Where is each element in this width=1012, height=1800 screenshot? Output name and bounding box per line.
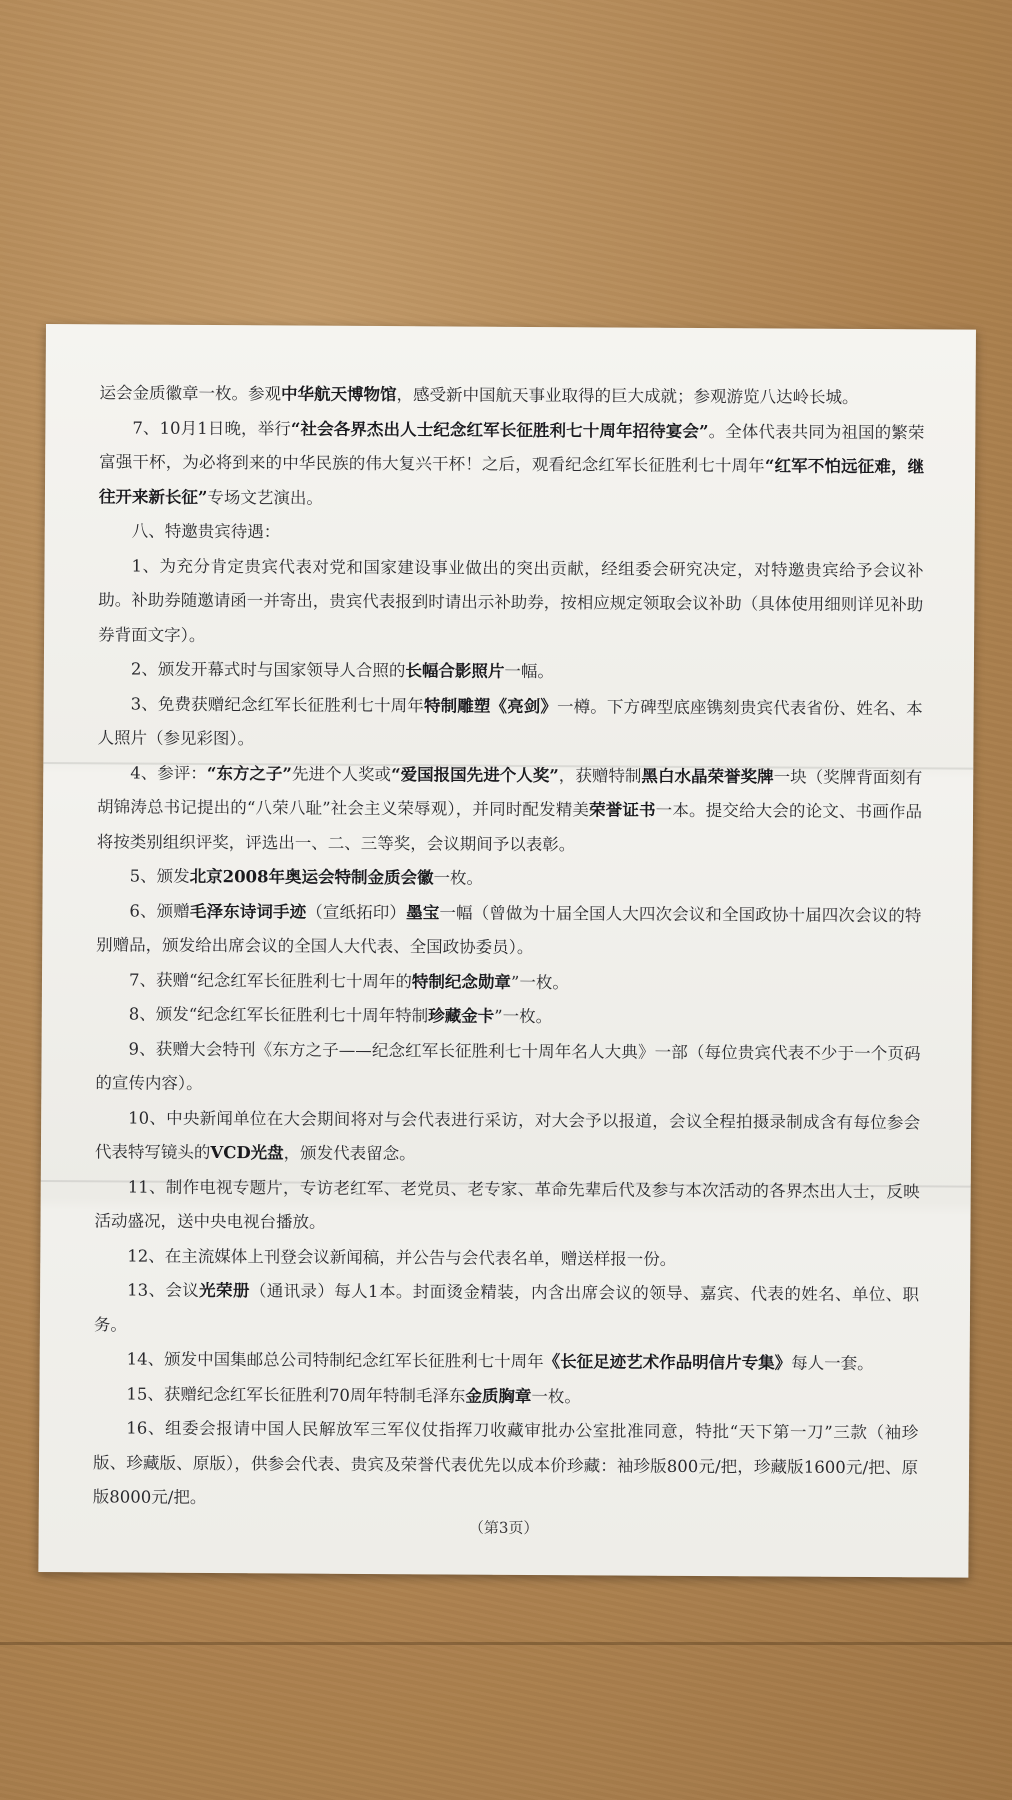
text-segment: 15、获赠纪念红军长征胜利70周年特制毛泽东 <box>126 1384 466 1406</box>
document-page <box>38 324 976 1578</box>
text-segment: 9、获赠大会特刊《东方之子——纪念红军长征胜利七十周年名人大典》一部（每位贵宾代表不少于一个页码的宣传内容）。 <box>95 1039 921 1093</box>
bold-text: 珍藏金卡 <box>428 1006 495 1026</box>
bold-text: 中华航天博物馆 <box>281 384 397 405</box>
text-segment: 运会金质徽章一枚。参观 <box>99 383 282 404</box>
paragraph <box>98 549 924 658</box>
text-segment: 一枚。 <box>531 1386 582 1406</box>
text-segment: 先进个人奖或 <box>291 764 392 784</box>
text-segment: ，感受新中国航天事业取得的巨大成就；参观游览八达岭长城。 <box>396 385 859 407</box>
text-segment: 每人一套。 <box>791 1353 874 1374</box>
bold-text: 特制纪念勋章 <box>411 971 511 992</box>
paragraph <box>97 756 923 865</box>
text-segment: 一本。提交给大会的论文、书画作品将按类别组织评奖，评选出一、二、三等奖，会议期间予以表彰。 <box>96 800 923 854</box>
bold-text: 特制雕塑《亮剑》 <box>423 695 558 716</box>
bold-text: “红军不怕远征难，继往开来新长征” <box>98 456 925 507</box>
paragraph <box>97 687 922 761</box>
text-segment: 3、免费获赠纪念红军长征胜利七十周年 <box>130 694 425 715</box>
text-segment: 2、颁发开幕式时与国家领导人合照的 <box>130 659 406 681</box>
bold-text: “爱国报国先进个人奖” <box>391 764 559 785</box>
cardboard-seam <box>0 1642 1012 1645</box>
text-segment: 10、中央新闻单位在大会期间将对与会代表进行采访，对大会予以报道，会议全程拍摄录制成含有每位参会代表特写镜头的 <box>94 1108 921 1163</box>
paragraph <box>98 652 923 692</box>
bold-text: 光荣册 <box>199 1280 250 1301</box>
bold-text: 长幅合影照片 <box>405 661 505 681</box>
paragraph <box>94 1342 919 1382</box>
paragraph <box>94 1239 919 1279</box>
paragraph <box>94 1170 919 1244</box>
bold-text: VCD光盘 <box>210 1143 284 1163</box>
paragraph <box>99 514 924 554</box>
paragraph <box>96 997 921 1037</box>
text-segment: 14、颁发中国集邮总公司特制纪念红军长征胜利七十周年 <box>126 1349 544 1372</box>
text-segment: 一块（奖牌背面刻有胡锦涛总书记提出的“八荣八耻”社会主义荣辱观），并同时配发精美 <box>96 766 923 820</box>
text-segment: 专场文艺演出。 <box>207 487 324 508</box>
text-segment: 7、获赠“纪念红军长征胜利七十周年的 <box>128 970 412 991</box>
bold-text: 墨宝 <box>406 902 440 922</box>
paragraph <box>93 1411 919 1520</box>
bold-text: 毛泽东诗词手迹 <box>189 901 307 922</box>
bold-text: 黑白水晶荣誉奖牌 <box>641 766 774 786</box>
text-segment: 1、为充分肯定贵宾代表对党和国家建设事业做出的突出贡献，经组委会研究决定，对特邀贵宾给予会议补助。补助券随邀请函一并寄出，贵宾代表报到时请出示补助券，按相应规定领取会议补助（具体使用细则详见补助券背面文字）。 <box>98 556 924 645</box>
text-segment: （通讯录）每人1本。封面烫金精装，内含出席会议的领导、嘉宾、代表的姓名、单位、职务。 <box>93 1281 920 1335</box>
text-segment: 一枚。 <box>433 868 484 888</box>
paragraph <box>99 411 925 520</box>
paragraph <box>95 1032 920 1106</box>
paragraph <box>94 1273 919 1347</box>
text-segment: 8、颁发“纪念红军长征胜利七十周年特制 <box>128 1004 429 1026</box>
bold-text: 北京2008年奥运会特制金质会徽 <box>189 866 434 888</box>
bold-text: 荣誉证书 <box>589 800 656 820</box>
bold-text: “东方之子” <box>206 763 293 784</box>
text-segment: 4、参评： <box>130 763 207 783</box>
text-segment: 11、制作电视专题片，专访老红军、老党员、老专家、革命先辈后代及参与本次活动的各界杰出人士，反映活动盛况，送中央电视台播放。 <box>94 1177 920 1232</box>
text-segment: （宣纸拓印） <box>306 902 407 922</box>
text-segment: 一幅（曾做为十届全国人大四次会议和全国政协十届四次会议的特别赠品，颁发给出席会议的全国人大代表、全国政协委员）。 <box>96 902 922 957</box>
text-segment: ”一枚。 <box>494 1006 553 1027</box>
text-segment: ，颁发代表留念。 <box>283 1143 416 1164</box>
text-segment: ，获赠特制 <box>558 765 642 786</box>
text-segment: 12、在主流媒体上刊登会议新闻稿，并公告与会代表名单，赠送样报一份。 <box>127 1246 677 1269</box>
text-segment: 八、特邀贵宾待遇： <box>131 521 281 542</box>
text-segment: 。全体代表共同为祖国的繁荣富强干杯，为必将到来的中华民族的伟大复兴干杯！之后，观看纪念红军长征胜利七十周年 <box>99 421 925 476</box>
page-number: （第3页） <box>468 1518 539 1538</box>
text-segment: 一樽。下方碑型底座镌刻贵宾代表省份、姓名、本人照片（参见彩图）。 <box>97 696 923 749</box>
text-segment: 6、颁赠 <box>129 901 190 921</box>
text-segment: 16、组委会报请中国人民解放军三军仪仗指挥刀收藏审批办公室批准同意，特批“天下第一刀”三款（袖珍版、珍藏版、原版），供参会代表、贵宾及荣誉代表优先以成本价珍藏：袖珍版800元/把，珍藏版1600元/把、原版8000元/把。 <box>92 1418 919 1508</box>
bold-text: 《长征足迹艺术作品明信片专集》 <box>543 1352 792 1373</box>
bold-text: “社会各界杰出人士纪念红军长征胜利七十周年招待宴会” <box>290 418 709 441</box>
text-segment: ”一枚。 <box>510 972 569 992</box>
paragraph <box>97 859 922 899</box>
paragraph <box>96 963 921 1003</box>
text-segment: 13、会议 <box>127 1280 200 1300</box>
document-body <box>93 376 925 1520</box>
paragraph <box>95 1101 920 1175</box>
text-segment: 5、颁发 <box>129 866 190 886</box>
text-segment: 7、10月1日晚，举行 <box>132 418 291 438</box>
paragraph <box>96 894 921 968</box>
paragraph <box>99 376 924 416</box>
paragraph <box>93 1377 918 1417</box>
text-segment: 一幅。 <box>504 661 554 682</box>
bold-text: 金质胸章 <box>465 1386 532 1406</box>
